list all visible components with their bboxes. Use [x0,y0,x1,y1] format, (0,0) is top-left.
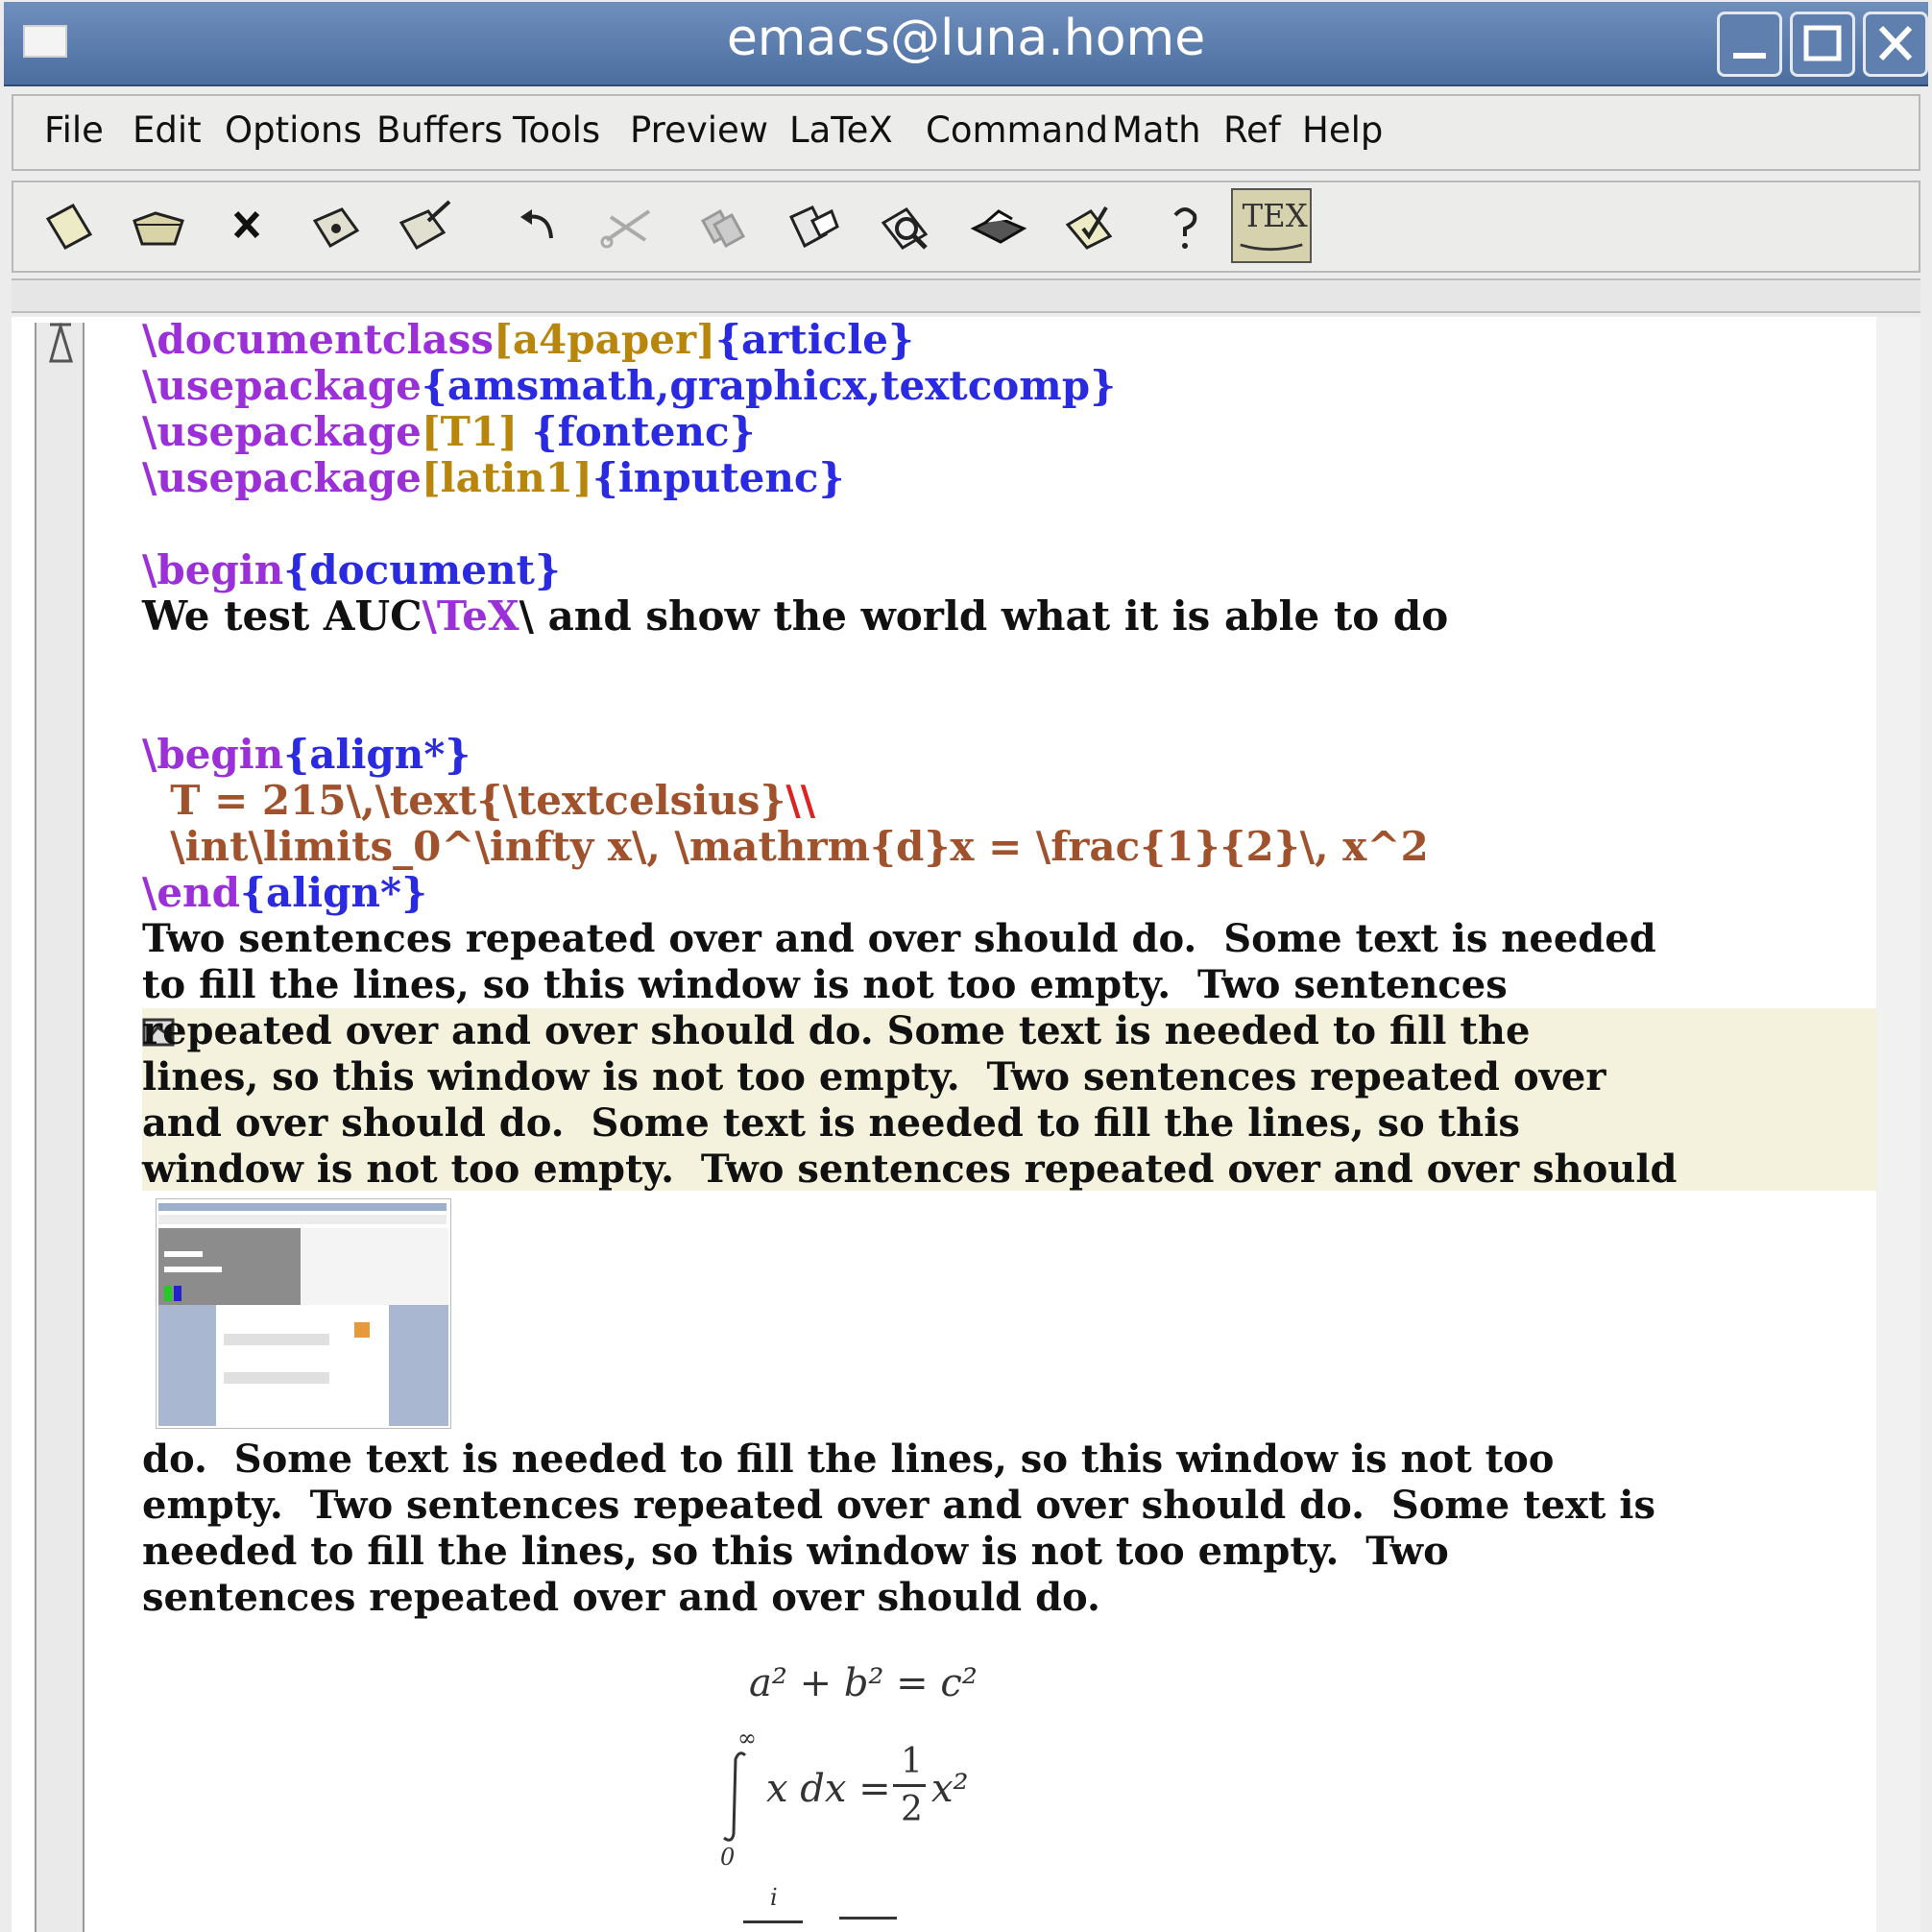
print-button[interactable] [964,192,1033,261]
latex-argument: {fontenc} [518,408,756,455]
math-equation-1: a² + b² = c² [749,1661,978,1705]
text-line: Two sentences repeated over and over should do. Some text is needed [142,916,1656,961]
plain-text: \ and show the world what it is able to do [519,592,1449,640]
close-window-button[interactable] [1863,12,1928,77]
text-line: do. Some text is needed to fill the lines, so this window is not too [142,1437,1555,1482]
scroll-thumb-icon[interactable] [46,323,75,367]
tool-bar [12,181,1920,273]
undo-button[interactable] [505,192,574,261]
integral-result: x² [931,1767,969,1811]
svg-text:TEX: TEX [1242,197,1308,234]
new-file-button[interactable] [35,192,104,261]
latex-command: \TeX [422,592,519,640]
spell-check-button[interactable] [1056,192,1125,261]
latex-button[interactable] [1231,188,1312,263]
menu-bar [12,94,1920,171]
partial-math-root [839,1917,897,1920]
latex-option: [T1] [421,408,519,455]
open-folder-icon [125,192,194,261]
latex-argument: {article} [714,317,914,363]
partial-math-symbol: i [770,1884,778,1911]
latex-command: \end [142,869,240,916]
menu-file[interactable]: File [44,109,104,151]
tab-bar [12,278,1920,313]
text-line: lines, so this window is not too empty. Two sentences repeated over [142,1054,1606,1099]
menu-math[interactable]: Math [1112,109,1201,151]
text-line: to fill the lines, so this window is not too empty. Two sentences [142,962,1508,1007]
text-line: empty. Two sentences repeated over and over should do. Some text is [142,1483,1656,1528]
menu-ref[interactable]: Ref [1223,109,1281,151]
help-question-icon [1150,192,1220,261]
copy-icon [688,192,757,261]
cut-button[interactable] [593,192,663,261]
code-line-begin-document [142,547,561,593]
partial-math-bar [743,1920,803,1923]
maximize-button[interactable] [1790,12,1855,77]
screenshot-thumbnail-image [157,1199,450,1428]
save-disk-icon [302,192,371,261]
copy-button[interactable] [688,192,757,261]
latex-argument: {document} [283,546,561,593]
window-title: emacs@luna.home [726,10,1206,67]
integral-upper-limit: ∞ [737,1725,757,1751]
latex-command: \begin [142,546,284,593]
integral-expression: x dx = [766,1767,891,1811]
latex-argument: {amsmath,graphicx,textcomp} [421,362,1117,409]
text-line: needed to fill the lines, so this window is not too empty. Two [142,1529,1449,1574]
code-line-usepackage-1 [142,363,1116,409]
save-button[interactable] [302,192,371,261]
title-bar[interactable] [4,2,1928,86]
vertical-scrollbar[interactable] [35,323,85,1932]
spell-check-icon [1056,192,1125,261]
fraction-numerator: 1 [901,1742,923,1781]
text-line: and over should do. Some text is needed to fill the lines, so this [142,1100,1520,1146]
open-file-button[interactable] [125,192,194,261]
close-buffer-button[interactable] [213,192,282,261]
menu-command[interactable]: Command [926,109,1109,151]
close-icon [1866,14,1925,74]
code-line-intro-text [142,593,1448,640]
minimize-button[interactable] [1717,12,1782,77]
new-file-icon [35,192,104,261]
code-line-align-1 [142,778,815,824]
latex-argument: {align*} [239,869,427,916]
undo-icon [505,192,574,261]
integral-lower-limit: 0 [720,1844,736,1871]
search-icon [872,192,941,261]
line-break: \\ [785,777,816,824]
minimize-icon [1720,14,1779,74]
menu-options[interactable]: Options [225,109,362,151]
cut-scissors-icon [593,192,663,261]
code-line-begin-align [142,732,471,778]
integral-sign-icon [716,1750,755,1846]
text-line: sentences repeated over and over should do. [142,1575,1100,1620]
code-line-end-align [142,870,427,916]
menu-tools[interactable]: Tools [513,109,601,151]
plain-text: We test AUC [142,592,423,640]
right-fringe [1876,317,1920,1932]
code-line-align-2: \int\limits_0^\infty x\, \mathrm{d}x = \frac{1}{2}\, x^2 [142,823,1429,870]
latex-command: \usepackage [142,408,422,455]
code-line-documentclass [142,317,914,363]
paste-icon [778,192,847,261]
code-line-usepackage-3 [142,455,845,501]
menu-latex[interactable]: LaTeX [789,109,893,151]
menu-preview[interactable]: Preview [630,109,769,151]
editor-buffer[interactable] [12,317,1920,1932]
latex-command: \documentclass [142,317,494,363]
latex-command: \usepackage [142,362,422,409]
text-line: window is not too empty. Two sentences repeated over and over should [142,1147,1678,1192]
close-buffer-icon [213,192,282,261]
maximize-icon [1793,14,1852,74]
latex-command: \begin [142,731,284,778]
menu-edit[interactable]: Edit [133,109,202,151]
paste-button[interactable] [778,192,847,261]
fraction-denominator: 2 [901,1790,923,1829]
latex-tex-icon [1233,190,1310,261]
fraction-bar [893,1784,926,1787]
latex-argument: {align*} [283,731,471,778]
print-icon [964,192,1033,261]
help-button[interactable] [1150,192,1220,261]
latex-option: [a4paper] [493,317,715,363]
inline-image-preview [156,1198,451,1429]
menu-help[interactable]: Help [1302,109,1384,151]
save-as-icon [390,192,459,261]
latex-command: \usepackage [142,454,422,501]
save-as-button[interactable] [390,192,459,261]
search-button[interactable] [872,192,941,261]
text-line: repeated over and over should do. Some text is needed to fill the [142,1008,1531,1053]
menu-buffers[interactable]: Buffers [376,109,503,151]
latex-option: [latin1] [421,454,592,501]
latex-argument: {inputenc} [592,454,845,501]
code-line-usepackage-2 [142,409,756,455]
math-text: T = 215\,\text{\textcelsius} [142,777,786,824]
